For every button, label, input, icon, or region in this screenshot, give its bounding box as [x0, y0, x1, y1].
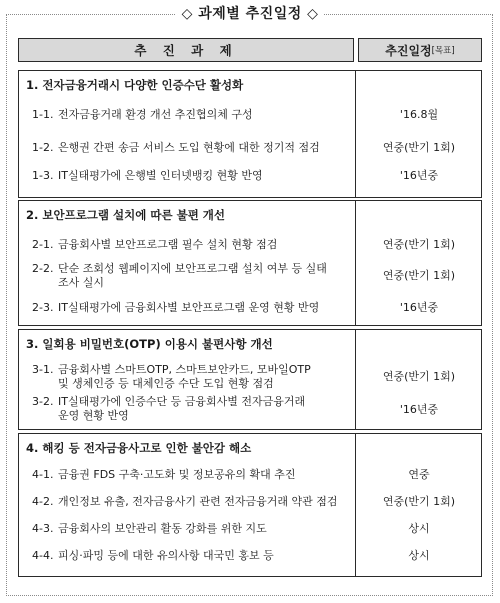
task-item: 4-1. 금융권 FDS 구축·고도화 및 정보공유의 확대 추진 — [32, 468, 296, 481]
task-schedule: '16.8월 — [399, 108, 439, 121]
task-schedule: 연중(반기 1회) — [382, 269, 456, 282]
task-item: 4-2. 개인정보 유출, 전자금융사기 관련 전자금융거래 약관 점검 — [32, 495, 338, 508]
task-item: 2-1. 금융회사별 보안프로그램 필수 설치 현황 점검 — [32, 238, 278, 251]
task-item: 1-1. 전자금융거래 환경 개선 추진협의체 구성 — [32, 108, 253, 121]
task-item: 2-2. 단순 조회성 웹페이지에 보안프로그램 설치 여부 등 실태 조사 실시 — [32, 262, 327, 289]
task-item: 3-1. 금융회사별 스마트OTP, 스마트보안카드, 모바일OTP 및 생체인증 등 대체인증 수단 도입 현황 점검 — [32, 363, 311, 390]
header-task: 추 진 과 제 — [18, 38, 354, 62]
section-title: 1. 전자금융거래시 다양한 인증수단 활성화 — [26, 78, 244, 92]
task-schedule: 연중(반기 1회) — [382, 370, 456, 383]
task-schedule: '16년중 — [399, 403, 439, 416]
task-item: 1-3. IT실태평가에 은행별 인터넷뱅킹 현황 반영 — [32, 169, 263, 182]
task-schedule: '16년중 — [399, 169, 439, 182]
task-item: 3-2. IT실태평가에 인증수단 등 금융회사별 전자금융거래 운영 현황 반영 — [32, 395, 306, 422]
task-item: 2-3. IT실태평가에 금융회사별 보안프로그램 운영 현황 반영 — [32, 301, 320, 314]
task-schedule: 연중(반기 1회) — [382, 141, 456, 154]
header-schedule: 추진일정 [목표] — [358, 38, 482, 62]
section-1 — [18, 70, 482, 198]
task-item: 4-4. 피싱·파밍 등에 대한 유의사항 대국민 홍보 등 — [32, 549, 274, 562]
task-schedule: 상시 — [408, 549, 430, 562]
section-title: 2. 보안프로그램 설치에 따른 불편 개선 — [26, 208, 226, 222]
section-title: 4. 해킹 등 전자금융사고로 인한 불안감 해소 — [26, 441, 252, 455]
section-title: 3. 일회용 비밀번호(OTP) 이용시 불편사항 개선 — [26, 337, 273, 351]
section-3 — [18, 329, 482, 430]
task-schedule: 상시 — [408, 522, 430, 535]
task-schedule: 연중(반기 1회) — [382, 238, 456, 251]
task-item: 1-2. 은행권 간편 송금 서비스 도입 현황에 대한 정기적 점검 — [32, 141, 320, 154]
task-schedule: 연중 — [408, 468, 430, 481]
task-schedule: 연중(반기 1회) — [382, 495, 456, 508]
section-4 — [18, 433, 482, 577]
page-title: ◇ 과제별 추진일정 ◇ — [0, 3, 500, 23]
section-2 — [18, 200, 482, 326]
task-item: 4-3. 금융회사의 보안관리 활동 강화를 위한 지도 — [32, 522, 267, 535]
task-schedule: '16년중 — [399, 301, 439, 314]
